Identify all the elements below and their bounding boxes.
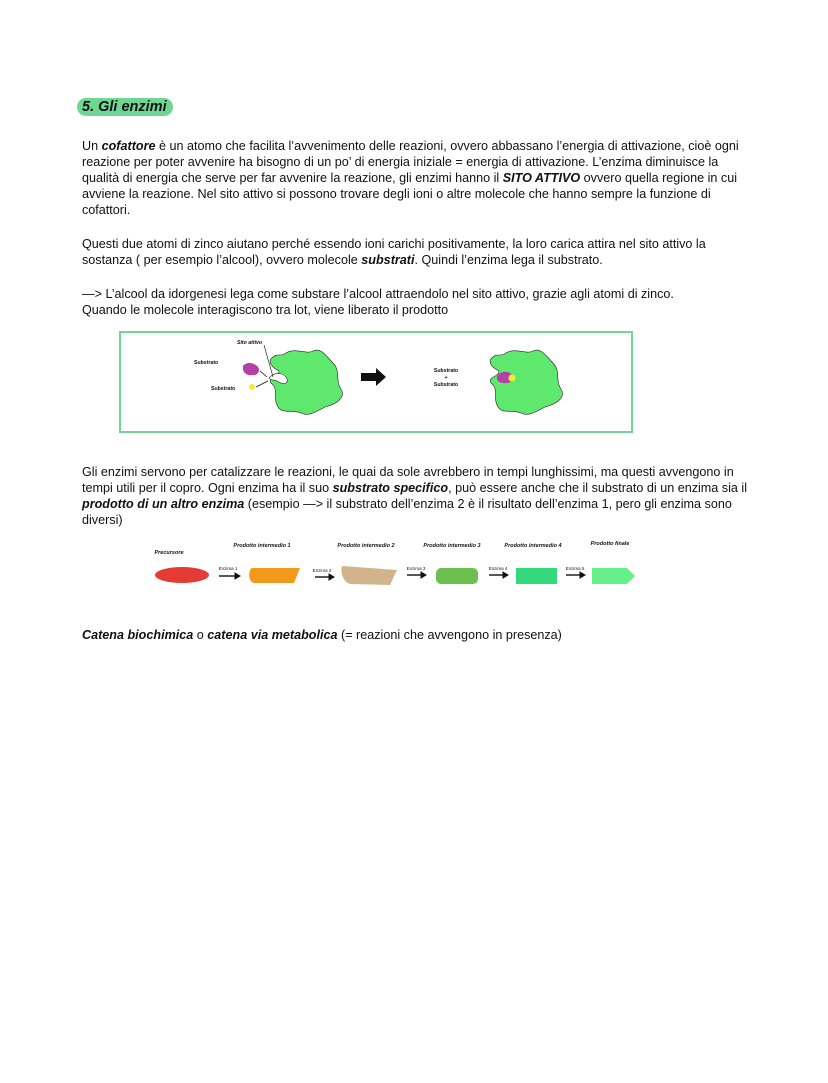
step-shape-intermedio-2: [341, 566, 397, 585]
text: Quando le molecole interagiscono tra lot, viene liberato il prodotto: [82, 303, 449, 318]
active-site-figure: [119, 331, 633, 433]
paragraph-catalisi: [82, 464, 752, 528]
step-shape-precursore: [155, 567, 209, 583]
text: . Quindi l’enzima lega il substrato.: [414, 253, 603, 268]
label-product-1: Substrato: [433, 368, 459, 374]
enzyme-label-2: Enzima 2: [312, 568, 332, 573]
substrate-yellow-left: [249, 384, 255, 390]
step-shape-intermedio-3: [436, 568, 478, 584]
label-product-2: Substrato: [433, 382, 459, 388]
label-products: [426, 368, 466, 389]
label-substrato-2: Substrato: [211, 386, 236, 392]
paragraph-catena: [82, 627, 752, 643]
enzyme-label-5: Enzima 5: [565, 566, 585, 571]
section-heading: 5. Gli enzimi: [77, 98, 173, 116]
term-catena-biochimica: Catena biochimica: [82, 628, 194, 642]
term-catena-via-metabolica: catena via metabolica: [207, 628, 338, 642]
substrate-yellow-right: [508, 374, 515, 381]
step-label-5: Prodotto finale: [590, 541, 630, 547]
enzyme-label-3: Enzima 3: [406, 566, 426, 571]
step-label-2: Prodotto intermedio 2: [337, 543, 395, 549]
enzyme-label-1: Enzima 1: [218, 566, 238, 571]
text: (= reazioni che avvengono in presenza): [337, 628, 562, 642]
text: , può essere anche che il substrato di un enzima sia il: [448, 481, 747, 496]
step-label-4: Prodotto intermedio 4: [504, 543, 562, 549]
label-plus: +: [444, 375, 448, 381]
term-sito-attivo: SITO ATTIVO: [502, 171, 581, 186]
paragraph-zinco: [82, 236, 752, 268]
text: Gli enzimi servono per catalizzare le reazioni, le quai da sole avrebbero in tempi lunghissimi, ma questi avvengono in tempi utili per il copro. Ogni enzima ha il suo: [82, 465, 734, 496]
step-label-1: Prodotto intermedio 1: [233, 543, 291, 549]
substrate-purple-left: [243, 363, 259, 375]
metabolic-pathway: [140, 538, 660, 594]
term-substrati: substrati: [361, 253, 415, 268]
term-cofattore: cofattore: [101, 139, 156, 153]
text: o: [193, 628, 208, 642]
text: Un: [82, 139, 102, 153]
paragraph-cofattore: [82, 138, 752, 218]
enzyme-label-4: Enzima 4: [488, 566, 508, 571]
label-sito-attivo: Sito attivo: [237, 340, 263, 346]
step-shape-finale: [592, 568, 635, 584]
step-label-0: Precursore: [154, 550, 184, 556]
text: —> L’alcool da idorgenesi lega come substare l’alcool attraendolo nel sito attivo, grazie agli atomi di zinco.: [82, 287, 674, 301]
term-substrato-specifico: substrato specifico: [332, 481, 449, 496]
text: (esempio —> il substrato dell’enzima 2 è il risultato dell’enzima 1, pero gli enzima sono diversi): [82, 497, 732, 528]
label-substrato-1: Substrato: [194, 360, 219, 366]
text: Questi due atomi di zinco aiutano perché essendo ioni carichi positivamente, la loro carica attira nel sito attivo la sostanza ( per esempio l’alcool), ovvero molecole: [82, 237, 706, 268]
step-shape-intermedio-1: [249, 568, 300, 583]
text: ovvero quella regione in cui avviene la reazione. Nel sito attivo si possono trovare degli ioni o altre molecole che hanno sempre la funzione di cofattori.: [82, 171, 737, 218]
text: è un atomo che facilita l’avvenimento delle reazioni, ovvero abbassano l’energia di attivazione, cioè ogni reazione per poter avvenire ha bisogno di un po’ di energia iniziale = energia di attivazione. L’enzima diminuisce la qualità di energia che serve per far avvenire la reazione, gli enzimi hanno il: [82, 139, 739, 186]
step-shape-intermedio-4: [516, 568, 557, 584]
term-prodotto-altro-enzima: prodotto di un altro enzima: [82, 497, 245, 512]
reaction-arrow: [361, 368, 386, 386]
paragraph-alcool: [82, 286, 752, 318]
step-label-3: Prodotto intermedio 3: [423, 543, 481, 549]
